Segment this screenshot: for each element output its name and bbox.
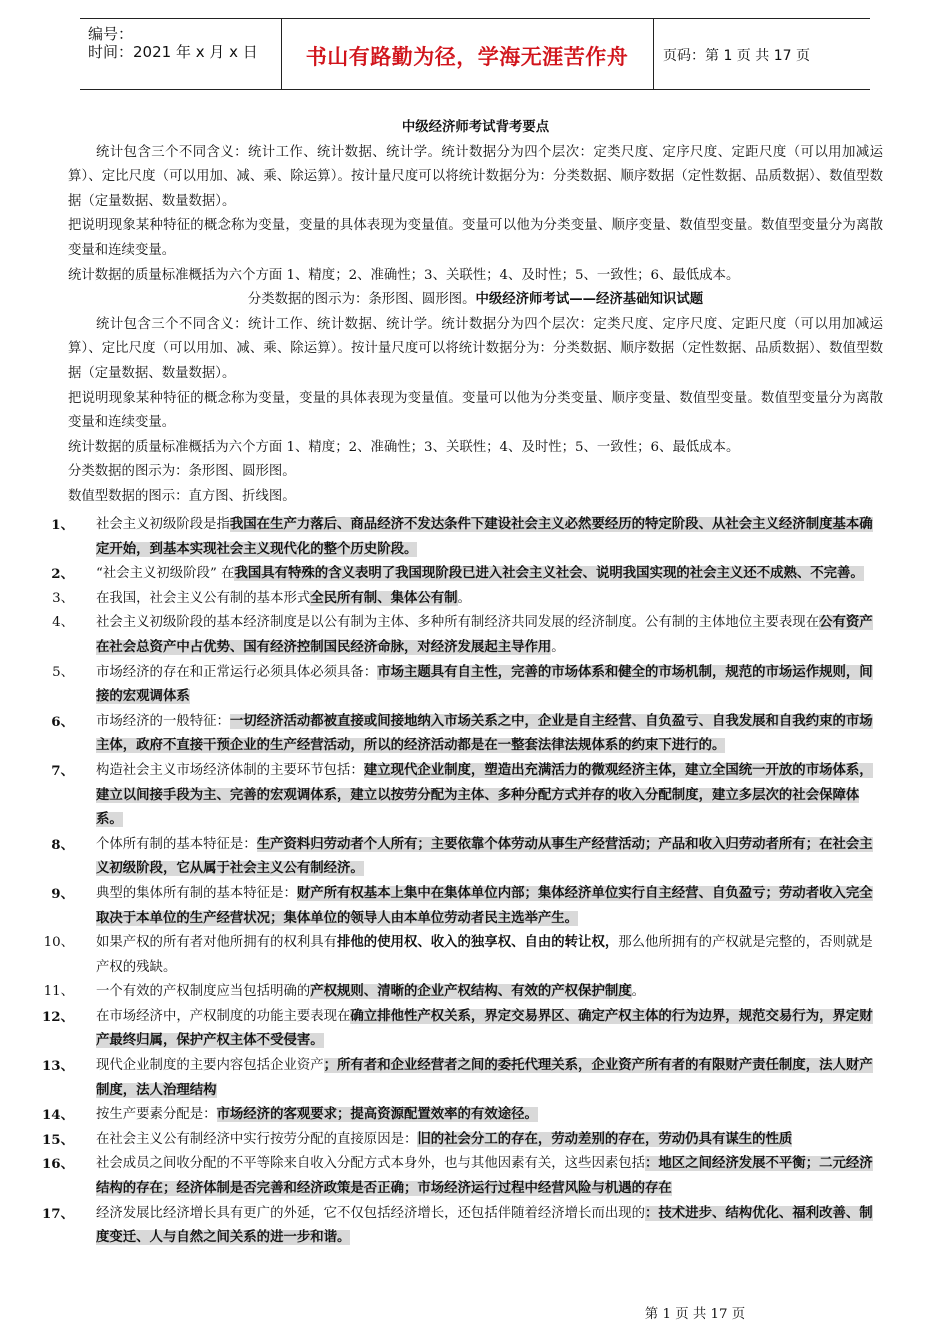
item-highlight: 市场经济的客观要求；提高资源配置效率的有效途径。 xyxy=(216,1107,538,1123)
item-highlight: 产权规则、清晰的企业产权结构、有效的产权保护制度 xyxy=(310,984,632,1000)
item-text: 经济发展比经济增长具有更广的外延，它不仅包括经济增长，还包括伴随着经济增长而出现的 xyxy=(96,1205,646,1221)
item-number: 3、 xyxy=(52,590,74,606)
item-text: 社会主义初级阶段是指 xyxy=(96,517,230,532)
doc-number-label: 编号： xyxy=(88,25,134,43)
paragraph xyxy=(68,288,883,313)
item-highlight: 我国具有特殊的含义表明了我国现阶段已进入社会主义社会、说明我国实现的社会主义还不成熟、不完善。 xyxy=(234,566,864,582)
item-number: 8、 xyxy=(51,836,74,853)
document-body xyxy=(68,116,883,510)
item-number: 4、 xyxy=(52,615,74,631)
list-item xyxy=(30,587,883,612)
item-text: 如果产权的所有者对他所拥有的权利具有 xyxy=(96,935,338,951)
paragraph: 统计包含三个不同含义：统计工作、统计数据、统计学。统计数据分为四个层次：定类尺度、定序尺度、定距尺度（可以用加减运算）、定比尺度（可以用加、减、乘、除运算）。按计量尺度可以将统计数据分为：分类数据、顺序数据（定性数据、品质数据）、数值型数据（定量数据、数量数据）。 xyxy=(68,144,883,209)
item-highlight: ：技术进步、结构优化、福利改善、制度变迁、人与自然之间关系的进一步和谐。 xyxy=(96,1205,873,1246)
item-text: 一个有效的产权制度应当包括明确的 xyxy=(96,984,311,1000)
paragraph: 统计数据的质量标准概括为六个方面 1、精度；2、准确性；3、关联性；4、及时性；5、一致性；6、最低成本。 xyxy=(68,267,740,283)
list-item xyxy=(30,1128,883,1153)
item-highlight: 全民所有制、集体公有制 xyxy=(310,590,458,606)
paragraph: 统计包含三个不同含义：统计工作、统计数据、统计学。统计数据分为四个层次：定类尺度、定序尺度、定距尺度（可以用加减运算）、定比尺度（可以用加、减、乘、除运算）。按计量尺度可以将统计数据分为：分类数据、顺序数据（定性数据、品质数据）、数值型数据（定量数据、数量数据）。 xyxy=(68,316,883,381)
item-highlight: 我国在生产力落后、商品经济不发达条件下建设社会主义必然要经历的特定阶段、从社会主义经济制度基本确定开始，到基本实现社会主义现代化的整个历史阶段。 xyxy=(96,517,873,557)
item-number: 13、 xyxy=(41,1058,74,1075)
item-highlight: 公有资产在社会总资产中占优势、国有经济控制国民经济命脉，对经济发展起主导作用 xyxy=(96,615,873,655)
item-highlight: ：地区之间经济发展不平衡；二元经济结构的存在；经济体制是否完善和经济政策是否正确；市场经济运行过程中经营风险与机遇的存在 xyxy=(96,1156,873,1197)
page-footer: 第 1 页 共 17 页 xyxy=(644,1307,746,1322)
list-item xyxy=(30,980,883,1005)
header-table xyxy=(80,18,870,90)
paragraph: 把说明现象某种特征的概念称为变量，变量的具体表现为变量值。变量可以他为分类变量、顺序变量、数值型变量。数值型变量分为离散变量和连续变量。 xyxy=(68,390,883,431)
paragraph: 统计数据的质量标准概括为六个方面 1、精度；2、准确性；3、关联性；4、及时性；5、一致性；6、最低成本。 xyxy=(68,439,740,455)
item-text: 在市场经济中，产权制度的功能主要表现在 xyxy=(96,1008,351,1024)
item-highlight: 旧的社会分工的存在，劳动差别的存在，劳动仍具有谋生的性质 xyxy=(417,1131,793,1147)
item-text: 现代企业制度的主要内容包括企业资产 xyxy=(96,1058,324,1074)
list-item xyxy=(30,611,883,660)
list-item xyxy=(30,1202,883,1251)
item-text: 个体所有制的基本特征是： xyxy=(96,836,257,852)
list-item xyxy=(30,1054,883,1103)
numbered-list xyxy=(30,513,883,1251)
item-number: 5、 xyxy=(52,664,74,680)
header-left-cell xyxy=(80,19,282,89)
item-number: 10、 xyxy=(43,935,74,951)
section-heading: 中级经济师考试——经济基础知识试题 xyxy=(475,292,704,308)
item-number: 16、 xyxy=(41,1156,74,1173)
item-highlight: 排他的使用权、收入的独享权、自由的转让权， xyxy=(337,935,619,951)
item-number: 15、 xyxy=(41,1131,74,1148)
list-item xyxy=(30,1103,883,1128)
list-item xyxy=(30,1152,883,1201)
list-item xyxy=(30,759,883,833)
item-text: 社会主义初级阶段的基本经济制度是以公有制为主体、多种所有制经济共同发展的经济制度。公有制的主体地位主要表现在 xyxy=(96,615,820,631)
item-text: 典型的集体所有制的基本特征是： xyxy=(96,885,297,901)
item-number: 12、 xyxy=(41,1008,74,1025)
header-page-number: 页码：第 1 页 共 17 页 xyxy=(663,48,810,64)
list-item xyxy=(30,833,883,882)
item-text: 市场经济的一般特征： xyxy=(96,713,230,729)
item-number: 11、 xyxy=(43,984,74,1000)
list-item xyxy=(30,1005,883,1054)
item-highlight: 财产所有权基本上集中在集体单位内部；集体经济单位实行自主经营、自负盈亏；劳动者收入完全取决于本单位的生产经营状况；集体单位的领导人由本单位劳动者民主选举产生。 xyxy=(96,885,873,926)
list-item xyxy=(30,882,883,931)
paragraph: 把说明现象某种特征的概念称为变量，变量的具体表现为变量值。变量可以他为分类变量、顺序变量、数值型变量。数值型变量分为离散变量和连续变量。 xyxy=(68,218,883,258)
list-item xyxy=(30,661,883,710)
item-number: 14、 xyxy=(41,1107,74,1124)
item-text: 。 xyxy=(631,984,646,1000)
item-highlight: 生产资料归劳动者个人所有；主要依靠个体劳动从事生产经营活动；产品和收入归劳动者所有；在社会主义初级阶段，它从属于社会主义公有制经济。 xyxy=(96,836,873,877)
item-number: 6、 xyxy=(51,713,74,730)
list-item xyxy=(30,931,883,980)
item-text: 。 xyxy=(457,590,471,606)
header-motto: 书山有路勤为径，学海无涯苦作舟 xyxy=(305,45,629,69)
item-highlight: ；所有者和企业经营者之间的委托代理关系，企业资产所有者的有限财产责任制度，法人财产制度，法人治理结构 xyxy=(96,1058,873,1098)
item-text: 在社会主义公有制经济中实行按劳分配的直接原因是： xyxy=(96,1131,418,1147)
item-number: 2、 xyxy=(51,566,74,583)
item-number: 17、 xyxy=(41,1205,74,1222)
item-highlight: 一切经济活动都被直接或间接地纳入市场关系之中，企业是自主经营、自负盈亏、自我发展和自我约束的市场主体，政府不直接干预企业的生产经营活动，所以的经济活动都是在一整套法律法规体系的约束下进行的。 xyxy=(96,713,873,754)
list-item xyxy=(30,710,883,759)
item-text: 在我国，社会主义公有制的基本形式 xyxy=(96,590,311,606)
paragraph: 数值型数据的图示：直方图、折线图。 xyxy=(68,488,296,504)
item-text: 那么他所拥有的产权就是完整的，否则就是产权的残缺。 xyxy=(96,935,873,975)
page-title: 中级经济师考试背考要点 xyxy=(401,120,550,135)
item-text: 社会成员之间收分配的不平等除来自收入分配方式本身外，也与其他因素有关，这些因素包括 xyxy=(96,1156,646,1172)
header-right-cell xyxy=(653,19,870,89)
item-text: 构造社会主义市场经济体制的主要环节包括： xyxy=(96,762,364,778)
item-highlight: 建立现代企业制度，塑造出充满活力的微观经济主体，建立全国统一开放的市场体系，建立以间接手段为主、完善的宏观调体系，建立以按劳分配为主体、多种分配方式并存的收入分配制度，建立多层次的社会保障体系。 xyxy=(96,762,873,828)
item-number: 9、 xyxy=(51,885,74,902)
item-text: 。 xyxy=(551,639,565,655)
item-text: 市场经济的存在和正常运行必须具体必须具备： xyxy=(96,664,378,680)
doc-date: 时间：2021 年 x 月 x 日 xyxy=(88,43,258,61)
item-number: 1、 xyxy=(51,517,74,533)
header-center-cell xyxy=(281,19,654,89)
list-item xyxy=(30,562,883,587)
paragraph: 分类数据的图示为：条形图、圆形图。 xyxy=(68,464,296,480)
paragraph-text: 分类数据的图示为：条形图、圆形图。 xyxy=(247,292,476,308)
item-highlight: 市场主题具有自主性，完善的市场体系和健全的市场机制，规范的市场运作规则，间接的宏观调体系 xyxy=(96,664,873,705)
item-highlight: 确立排他性产权关系，界定交易界区、确定产权主体的行为边界，规范交易行为，界定财产最终归属，保护产权主体不受侵害。 xyxy=(96,1008,873,1049)
list-item xyxy=(30,513,883,562)
item-text: 按生产要素分配是： xyxy=(96,1107,217,1123)
item-text: “社会主义初级阶段” 在 xyxy=(96,566,235,582)
item-number: 7、 xyxy=(51,762,74,779)
